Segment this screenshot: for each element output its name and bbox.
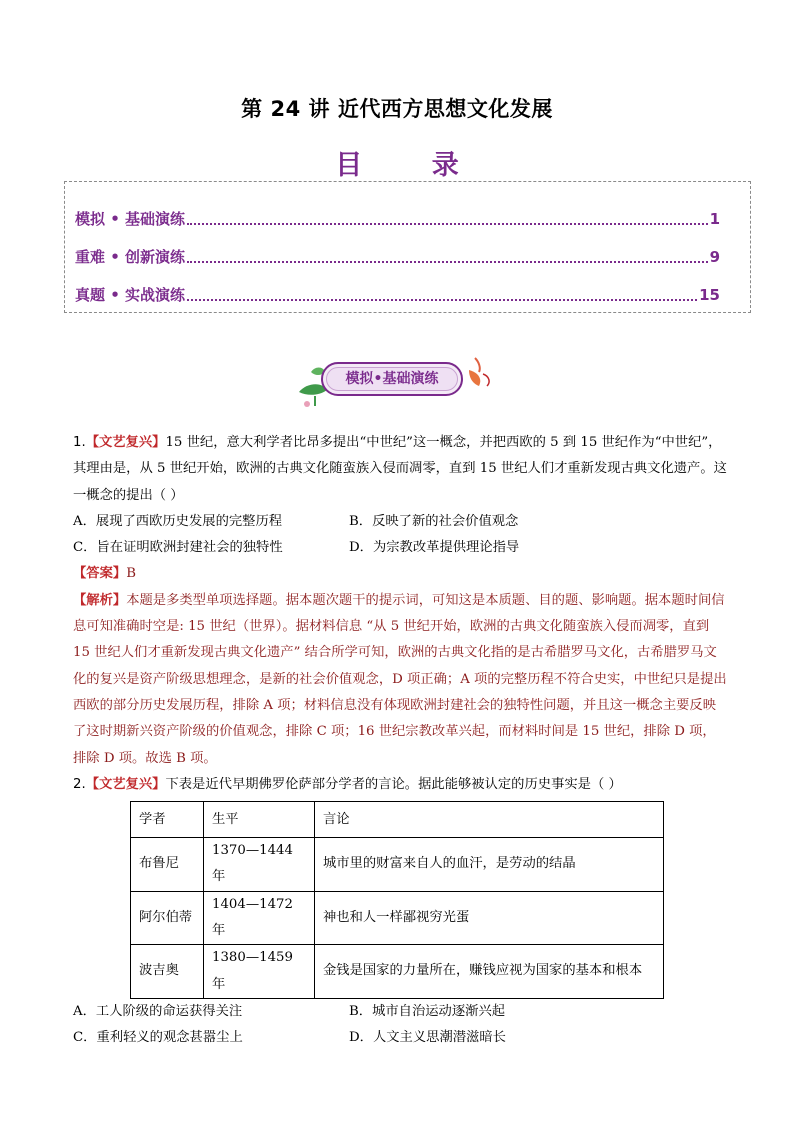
question-1-analysis — [73, 588, 729, 772]
option-b[interactable]: B．反映了新的社会价值观念 — [349, 513, 519, 529]
question-content — [73, 430, 729, 1052]
question-1-stem — [73, 430, 729, 509]
table-cell: 1404—1472 年 — [204, 891, 315, 945]
option-c[interactable]: C．重利轻义的观念甚嚣尘上 — [73, 1030, 243, 1046]
table-cell: 布鲁尼 — [131, 838, 204, 892]
page-title: 第 24 讲 近代西方思想文化发展 — [241, 97, 553, 121]
answer-value: B — [126, 566, 136, 582]
question-stem-text: 下表是近代早期佛罗伦萨部分学者的言论。据此能够被认定的历史事实是（ ） — [165, 776, 622, 792]
table-cell: 神也和人一样鄙视穷光蛋 — [315, 891, 664, 945]
toc-leader-dots — [187, 299, 697, 301]
table-row — [131, 945, 664, 999]
question-number: 1. — [73, 435, 86, 450]
question-2-stem — [73, 772, 729, 798]
toc-entry-page: 9 — [709, 248, 720, 266]
question-2-options — [73, 999, 729, 1052]
table-row — [131, 891, 664, 945]
table-header: 生平 — [204, 802, 315, 838]
table-header-row — [131, 802, 664, 838]
question-tag: 【文艺复兴】 — [85, 776, 166, 792]
table-cell: 阿尔伯蒂 — [131, 891, 204, 945]
table-cell: 金钱是国家的力量所在，赚钱应视为国家的基本和根本 — [315, 945, 664, 999]
section-banner — [293, 352, 498, 410]
question-tag: 【文艺复兴】 — [85, 435, 166, 450]
table-row — [131, 838, 664, 892]
table-cell: 城市里的财富来自人的血汗，是劳动的结晶 — [315, 838, 664, 892]
analysis-tag: 【解析】 — [73, 592, 127, 608]
option-a[interactable]: A．工人阶级的命运获得关注 — [73, 1003, 243, 1019]
option-d[interactable]: D．人文主义思潮潜滋暗长 — [349, 1030, 506, 1046]
table-of-contents — [64, 181, 751, 313]
question-1-options — [73, 509, 729, 562]
analysis-text: 本题是多类型单项选择题。据本题次题干的提示词，可知这是本质题、目的题、影响题。据本题时间信息可知准确时空是: 15 世纪（世界）。据材料信息 “从 5 世纪开始，欧洲的古典文化随蛮族入侵而凋零，直到 15 世纪人们才重新发现古典文化遗产” 结合所学可知，欧洲的古典文化指的是古希腊罗马文化，古希腊罗马文化的复兴是资产阶级思想理念，是新的社会价值观念，D 项正确；A 项的完整历程不符合史实，中世纪只是提出西欧的部分历史发展历程，排除 A 项；材料信息没有体现欧洲封建社会的独特性问题，并且这一概念主要反映了这时期新兴资产阶级的价值观念，排除 C 项；16 世纪宗教改革兴起，而材料时间是 15 世纪，排除 D 项，排除 D 项。故选 B 项。 — [73, 592, 727, 766]
question-number: 2. — [73, 776, 86, 792]
question-1-answer — [73, 561, 729, 587]
table-cell: 1370—1444 年 — [204, 838, 315, 892]
scholars-table — [130, 801, 664, 999]
toc-leader-dots — [187, 223, 708, 225]
table-header: 学者 — [131, 802, 204, 838]
toc-heading: 目 录 — [335, 150, 489, 181]
question-stem-text: 15 世纪，意大利学者比昂多提出“中世纪”这一概念，并把西欧的 5 到 15 世纪作为“中世纪”，其理由是，从 5 世纪开始，欧洲的古典文化随蛮族入侵而凋零，直到 15 世纪人们才重新发现古典文化遗产。这一概念的提出（ ） — [73, 435, 727, 503]
toc-leader-dots — [187, 261, 708, 263]
toc-entry-page: 1 — [709, 210, 720, 228]
option-a[interactable]: A．展现了西欧历史发展的完整历程 — [73, 513, 283, 529]
option-d[interactable]: D．为宗教改革提供理论指导 — [349, 540, 520, 556]
banner-label: 模拟•基础演练 — [345, 371, 439, 387]
toc-entry-label: 真题 • 实战演练 — [75, 286, 186, 304]
toc-entry-label: 模拟 • 基础演练 — [75, 210, 186, 228]
toc-entry-advanced[interactable] — [75, 244, 720, 270]
table-cell: 波吉奥 — [131, 945, 204, 999]
table-header: 言论 — [315, 802, 664, 838]
toc-entry-real-exam[interactable] — [75, 282, 720, 308]
answer-tag: 【答案】 — [73, 566, 127, 582]
toc-entry-basic[interactable] — [75, 206, 720, 232]
option-c[interactable]: C．旨在证明欧洲封建社会的独特性 — [73, 540, 283, 556]
table-cell: 1380—1459 年 — [204, 945, 315, 999]
toc-entry-page: 15 — [699, 286, 720, 304]
option-b[interactable]: B．城市自治运动逐渐兴起 — [349, 1003, 506, 1019]
toc-entry-label: 重难 • 创新演练 — [75, 248, 186, 266]
